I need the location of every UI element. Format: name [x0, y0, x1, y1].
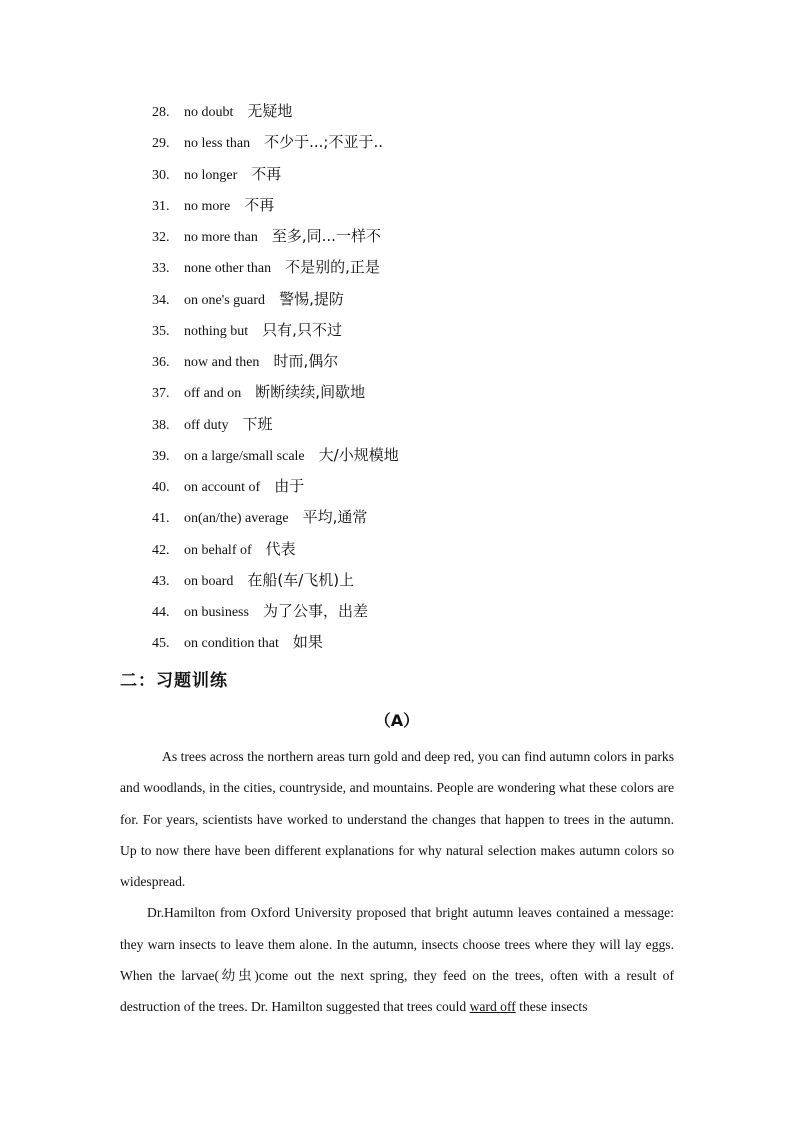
vocab-phrase: on account of — [184, 480, 261, 495]
vocab-meaning: 大/小规模地 — [318, 445, 399, 464]
vocab-item — [152, 502, 399, 533]
vocab-number: 43. — [152, 573, 170, 589]
vocab-item — [152, 440, 399, 471]
passage-text: these insects — [515, 999, 588, 1014]
vocab-phrase: no more than — [184, 230, 258, 245]
vocab-meaning: 无疑地 — [247, 102, 293, 120]
vocab-meaning: 时而,偶尔 — [273, 352, 339, 370]
vocab-number: 29. — [152, 136, 170, 152]
vocab-phrase: off and on — [184, 386, 242, 402]
vocab-item — [152, 252, 399, 283]
vocab-phrase: off duty — [184, 417, 229, 433]
vocab-phrase: nothing but — [184, 323, 249, 339]
vocab-meaning: 警惕,提防 — [279, 289, 344, 308]
vocab-meaning: 断断续续,间歇地 — [255, 383, 366, 402]
vocab-meaning: 至多,同...一样不 — [271, 227, 381, 245]
reading-passage — [120, 741, 674, 1022]
vocab-meaning: 代表 — [265, 539, 296, 558]
vocab-phrase: on condition that — [184, 636, 279, 652]
vocab-item — [152, 96, 399, 127]
vocab-phrase: none other than — [184, 261, 272, 277]
vocab-meaning: 不少于...;不亚于.. — [264, 133, 384, 152]
section-title: 二：习题训练 — [120, 671, 228, 691]
vocab-item — [152, 127, 399, 158]
vocab-meaning: 如果 — [292, 633, 323, 652]
vocab-item — [152, 409, 399, 440]
vocab-meaning: 只有,只不过 — [262, 320, 342, 339]
vocab-meaning: 不是别的,正是 — [285, 258, 380, 277]
vocab-item — [152, 534, 399, 565]
vocab-number: 44. — [152, 605, 170, 620]
vocab-number: 39. — [152, 448, 170, 464]
vocab-phrase: on one's guard — [184, 292, 266, 308]
vocab-item — [152, 315, 399, 346]
vocab-phrase: no doubt — [184, 105, 234, 120]
vocab-phrase: no longer — [184, 167, 238, 183]
vocab-item — [152, 190, 399, 221]
vocab-item — [152, 346, 399, 377]
vocab-number: 34. — [152, 292, 170, 308]
vocab-number: 31. — [152, 198, 170, 214]
vocab-phrase: on board — [184, 573, 234, 589]
vocab-number: 41. — [152, 511, 170, 527]
vocab-meaning: 不再 — [244, 195, 275, 214]
vocab-meaning: 为了公事，出差 — [262, 602, 368, 620]
vocab-phrase: on behalf of — [184, 542, 252, 558]
vocab-number: 32. — [152, 230, 170, 245]
vocab-meaning: 下班 — [242, 414, 273, 433]
vocab-item — [152, 159, 399, 190]
vocab-meaning: 不再 — [251, 164, 282, 183]
vocab-number: 30. — [152, 167, 170, 183]
vocabulary-list — [152, 96, 399, 659]
vocab-item — [152, 596, 399, 627]
underlined-phrase: ward off — [469, 999, 516, 1014]
passage-paragraph-1: As trees across the northern areas turn gold and deep red, you can find autumn colors in parks and woodlands, in the cities, countryside, and mountains. People are wondering what these colors are for. For years, scientists have worked to understand the changes that happen to trees in the autumn. Up to now there have been different explanations for why natural selection makes autumn colors so widespread. — [120, 749, 674, 889]
vocab-number: 28. — [152, 105, 170, 120]
vocab-phrase: on a large/small scale — [184, 448, 305, 464]
vocab-meaning: 平均,通常 — [302, 508, 368, 527]
vocab-number: 33. — [152, 261, 170, 277]
vocab-item — [152, 565, 399, 596]
passage-text: Dr.Hamilton from Oxford University proposed that bright autumn leaves contained a message: they warn insects to leave them alone. In the autumn, insects choose trees where they will lay eggs. When the larvae(幼虫)come out the next spring, they feed on the trees, often with a result of destruction of the trees. Dr. Hamilton suggested that trees could — [120, 905, 674, 1014]
vocab-item — [152, 221, 399, 252]
vocab-meaning: 由于 — [274, 477, 305, 495]
vocab-meaning: 在船(车/飞机)上 — [247, 570, 355, 589]
vocab-number: 40. — [152, 480, 170, 495]
vocab-phrase: on(an/the) average — [184, 511, 289, 527]
vocab-phrase: now and then — [184, 355, 260, 370]
vocab-item — [152, 471, 399, 502]
vocab-phrase: on business — [184, 605, 249, 620]
vocab-number: 35. — [152, 323, 170, 339]
vocab-number: 38. — [152, 417, 170, 433]
passage-paragraph-2 — [120, 897, 674, 1022]
vocab-item — [152, 284, 399, 315]
vocab-number: 42. — [152, 542, 170, 558]
vocab-item — [152, 627, 399, 658]
vocab-phrase: no less than — [184, 136, 251, 152]
vocab-item — [152, 377, 399, 408]
vocab-number: 45. — [152, 636, 170, 652]
vocab-number: 36. — [152, 355, 170, 370]
part-label: （A） — [374, 711, 420, 730]
vocab-number: 37. — [152, 386, 170, 402]
vocab-phrase: no more — [184, 198, 231, 214]
